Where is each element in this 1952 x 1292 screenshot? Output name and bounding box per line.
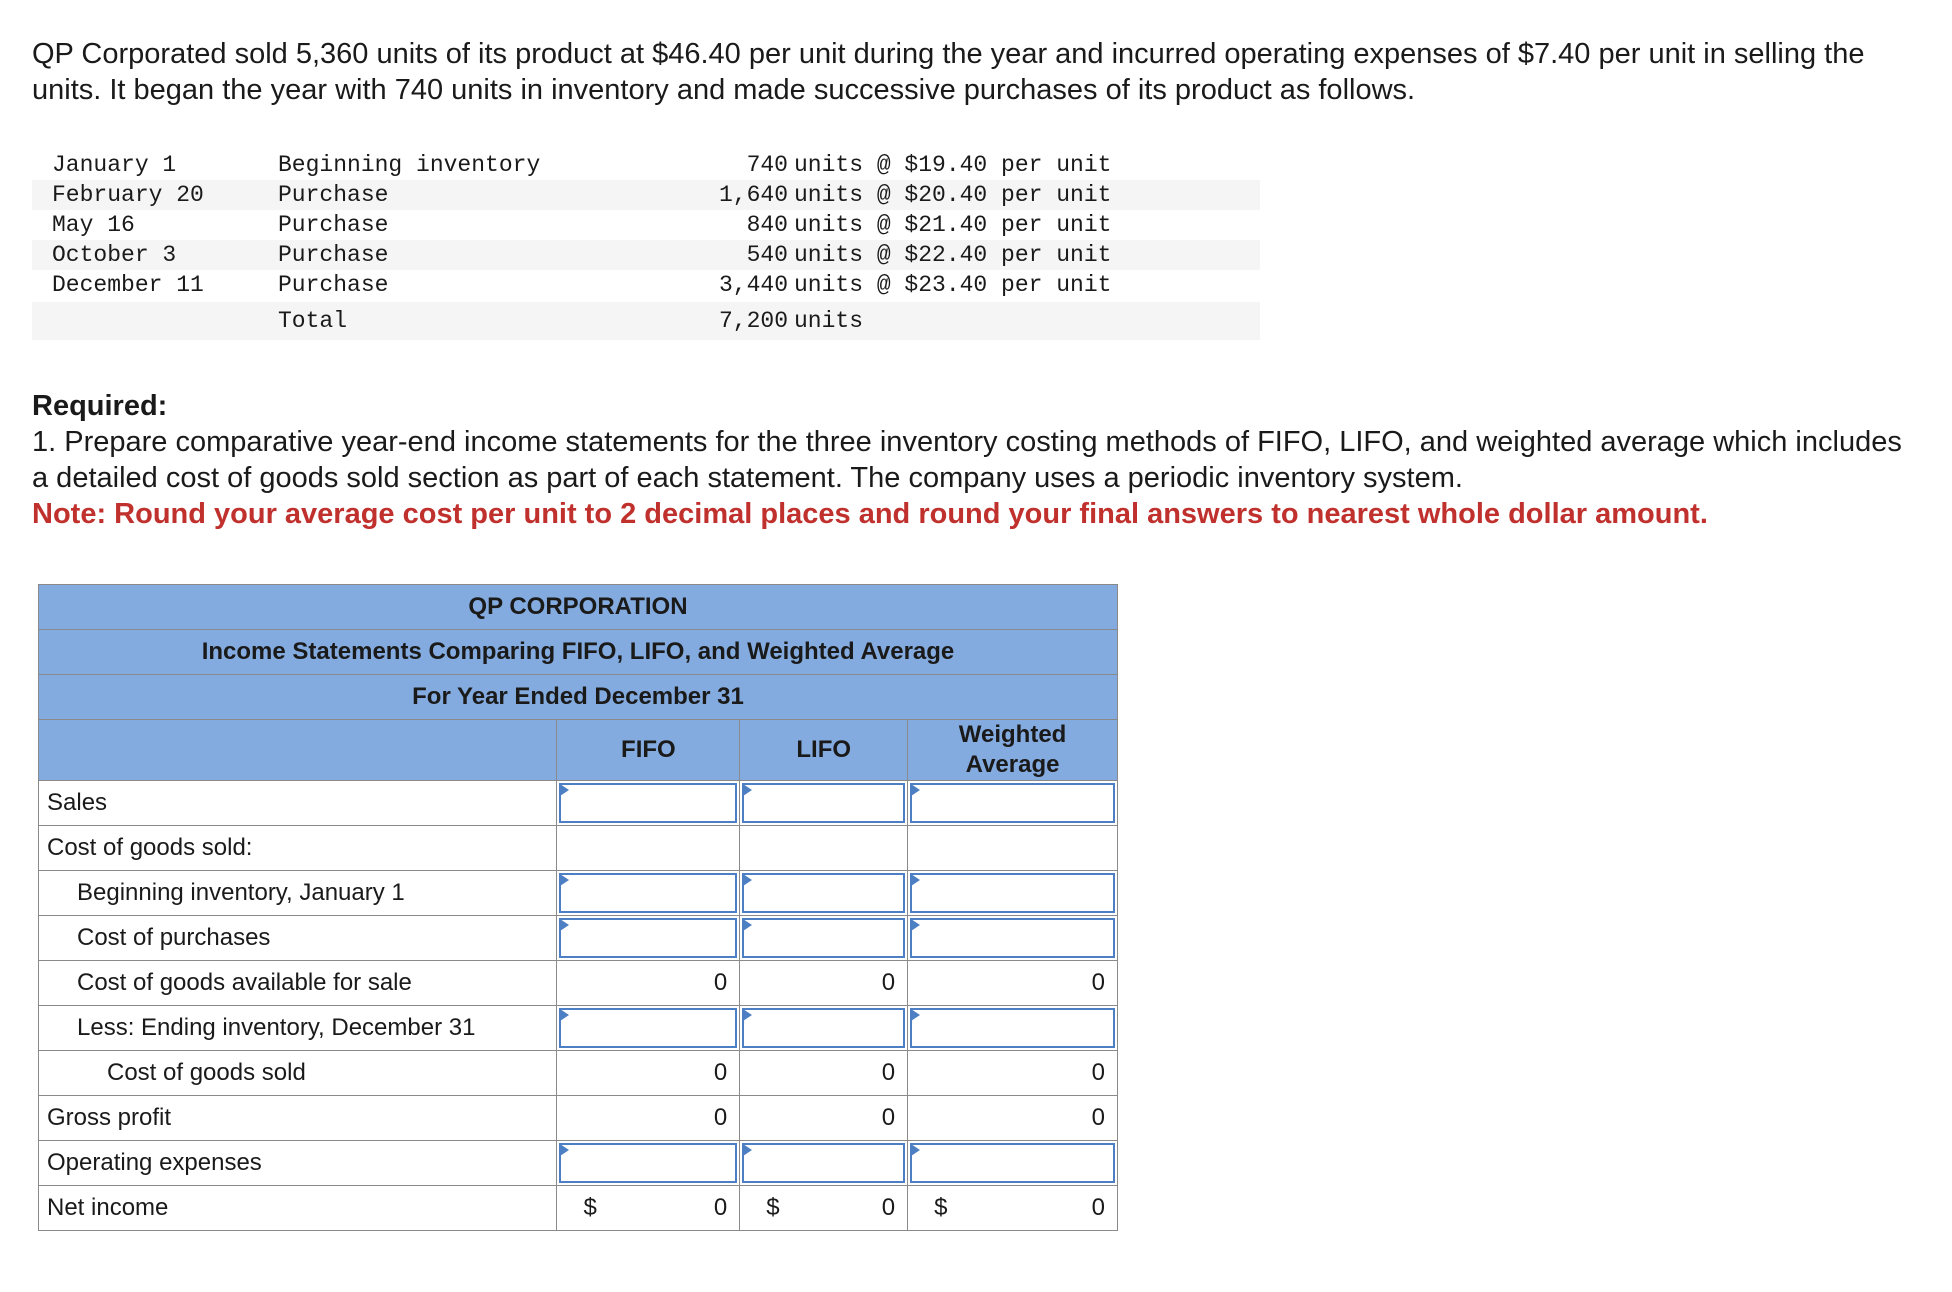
problem-intro: QP Corporated sold 5,360 units of its product at $46.40 per unit during the year and incurred operating expenses of $7.40 per unit in selling the units. It began the year with 740 units in inventory and made successive purchases of its product as follows.: [32, 38, 1865, 106]
schedule-desc: Purchase: [278, 212, 389, 238]
row-label: Less: Ending inventory, December 31: [39, 1006, 557, 1051]
fifo-net-value: 0: [713, 1194, 728, 1221]
fifo-sales-input[interactable]: [559, 783, 737, 823]
schedule-price: units @ $22.40 per unit: [794, 242, 1112, 268]
schedule-price: units @ $21.40 per unit: [794, 212, 1112, 238]
lifo-purchases-cell: [740, 916, 908, 961]
column-header-weighted-average: [908, 720, 1118, 781]
wa-ending-cell: [908, 1006, 1118, 1051]
schedule-total-row: [32, 302, 1260, 340]
wa-gross-cell: [908, 1096, 1118, 1141]
fifo-purchases-input[interactable]: [559, 918, 737, 958]
schedule-qty: 740: [746, 152, 788, 178]
schedule-price: units @ $19.40 per unit: [794, 152, 1112, 178]
wa-opex-input[interactable]: [910, 1143, 1115, 1183]
schedule-total-units: units: [794, 308, 864, 334]
lifo-purchases-input[interactable]: [742, 918, 905, 958]
wa-purchases-cell: [908, 916, 1118, 961]
lifo-ending-input[interactable]: [742, 1008, 905, 1048]
schedule-desc: Purchase: [278, 272, 389, 298]
empty-cell: [908, 826, 1118, 871]
fifo-available-value: 0: [713, 969, 728, 996]
schedule-qty: 840: [746, 212, 788, 238]
currency-symbol: $: [934, 1194, 948, 1221]
lifo-beginning-input[interactable]: [742, 873, 905, 913]
row-beginning-inventory: [39, 871, 1118, 916]
fifo-opex-input[interactable]: [559, 1143, 737, 1183]
row-label: Cost of purchases: [39, 916, 557, 961]
row-label: Cost of goods sold:: [39, 826, 557, 871]
lifo-net-cell: [740, 1186, 908, 1231]
wa-opex-cell: [908, 1141, 1118, 1186]
wa-net-value: 0: [1091, 1194, 1105, 1221]
schedule-qty: 1,640: [718, 182, 788, 208]
fifo-available-cell: [557, 961, 740, 1006]
schedule-date: February 20: [52, 182, 204, 208]
fifo-cogs-cell: [557, 1051, 740, 1096]
column-header-lifo: LIFO: [740, 720, 908, 781]
fifo-gross-cell: [557, 1096, 740, 1141]
row-label: Sales: [39, 781, 557, 826]
schedule-date: May 16: [52, 212, 135, 238]
wa-sales-input[interactable]: [910, 783, 1115, 823]
schedule-qty: 540: [746, 242, 788, 268]
lifo-sales-cell: [740, 781, 908, 826]
fifo-cogs-value: 0: [713, 1059, 728, 1086]
lifo-gross-cell: [740, 1096, 908, 1141]
fifo-beginning-cell: [557, 871, 740, 916]
schedule-date: January 1: [52, 152, 177, 178]
column-header-blank: [39, 720, 557, 781]
row-label: Net income: [39, 1186, 557, 1231]
schedule-row: [32, 180, 1260, 210]
schedule-row: [32, 240, 1260, 270]
fifo-opex-cell: [557, 1141, 740, 1186]
fifo-net-cell: [557, 1186, 740, 1231]
lifo-opex-cell: [740, 1141, 908, 1186]
schedule-total-label: Total: [278, 308, 348, 334]
wa-sales-cell: [908, 781, 1118, 826]
empty-cell: [740, 826, 908, 871]
empty-cell: [557, 826, 740, 871]
company-name: QP CORPORATION: [39, 585, 1118, 630]
lifo-ending-cell: [740, 1006, 908, 1051]
wa-ending-input[interactable]: [910, 1008, 1115, 1048]
schedule-row: [32, 150, 1260, 180]
fifo-gross-value: 0: [713, 1104, 728, 1131]
required-heading: Required:: [32, 390, 168, 422]
lifo-available-cell: [740, 961, 908, 1006]
row-label: Cost of goods available for sale: [39, 961, 557, 1006]
wa-available-value: 0: [1091, 969, 1105, 996]
row-cost-of-purchases: [39, 916, 1118, 961]
column-header-wa-line1: Weighted: [958, 721, 1067, 748]
lifo-opex-input[interactable]: [742, 1143, 905, 1183]
row-cost-of-goods-sold: [39, 1051, 1118, 1096]
wa-cogs-cell: [908, 1051, 1118, 1096]
lifo-gross-value: 0: [881, 1104, 896, 1131]
statement-title: Income Statements Comparing FIFO, LIFO, and Weighted Average: [39, 630, 1118, 675]
wa-available-cell: [908, 961, 1118, 1006]
required-section: [32, 388, 1912, 532]
row-label: Beginning inventory, January 1: [39, 871, 557, 916]
schedule-price: units @ $20.40 per unit: [794, 182, 1112, 208]
schedule-row: [32, 210, 1260, 240]
schedule-row: [32, 270, 1260, 300]
income-statement-table: [38, 584, 1118, 1231]
row-sales: [39, 781, 1118, 826]
row-operating-expenses: [39, 1141, 1118, 1186]
schedule-qty: 3,440: [718, 272, 788, 298]
wa-purchases-input[interactable]: [910, 918, 1115, 958]
row-label: Gross profit: [39, 1096, 557, 1141]
schedule-date: December 11: [52, 272, 204, 298]
column-header-fifo: FIFO: [557, 720, 740, 781]
wa-beginning-input[interactable]: [910, 873, 1115, 913]
fifo-purchases-cell: [557, 916, 740, 961]
lifo-cogs-value: 0: [881, 1059, 896, 1086]
rounding-note: Note: Round your average cost per unit to 2 decimal places and round your final answers to nearest whole dollar amount.: [32, 498, 1708, 530]
schedule-desc: Beginning inventory: [278, 152, 541, 178]
schedule-desc: Purchase: [278, 182, 389, 208]
wa-beginning-cell: [908, 871, 1118, 916]
schedule-desc: Purchase: [278, 242, 389, 268]
fifo-ending-cell: [557, 1006, 740, 1051]
row-goods-available: [39, 961, 1118, 1006]
wa-gross-value: 0: [1091, 1104, 1105, 1131]
fifo-sales-cell: [557, 781, 740, 826]
schedule-date: October 3: [52, 242, 177, 268]
wa-net-cell: [908, 1186, 1118, 1231]
row-ending-inventory: [39, 1006, 1118, 1051]
column-header-wa-line2: Average: [965, 751, 1060, 778]
row-cogs-header: [39, 826, 1118, 871]
currency-symbol: $: [583, 1194, 597, 1221]
lifo-sales-input[interactable]: [742, 783, 905, 823]
lifo-cogs-cell: [740, 1051, 908, 1096]
statement-period: For Year Ended December 31: [39, 675, 1118, 720]
schedule-price: units @ $23.40 per unit: [794, 272, 1112, 298]
lifo-available-value: 0: [881, 969, 896, 996]
row-gross-profit: [39, 1096, 1118, 1141]
required-text: 1. Prepare comparative year-end income statements for the three inventory costing methods of FIFO, LIFO, and weighted average which includes a detailed cost of goods sold section as part of each statement. The company uses a periodic inventory system.: [32, 426, 1902, 494]
schedule-total-qty: 7,200: [718, 308, 788, 334]
currency-symbol: $: [766, 1194, 780, 1221]
lifo-net-value: 0: [881, 1194, 896, 1221]
fifo-beginning-input[interactable]: [559, 873, 737, 913]
fifo-ending-input[interactable]: [559, 1008, 737, 1048]
row-net-income: [39, 1186, 1118, 1231]
row-label: Operating expenses: [39, 1141, 557, 1186]
wa-cogs-value: 0: [1091, 1059, 1105, 1086]
lifo-beginning-cell: [740, 871, 908, 916]
purchases-schedule: [32, 150, 1260, 340]
row-label: Cost of goods sold: [39, 1051, 557, 1096]
